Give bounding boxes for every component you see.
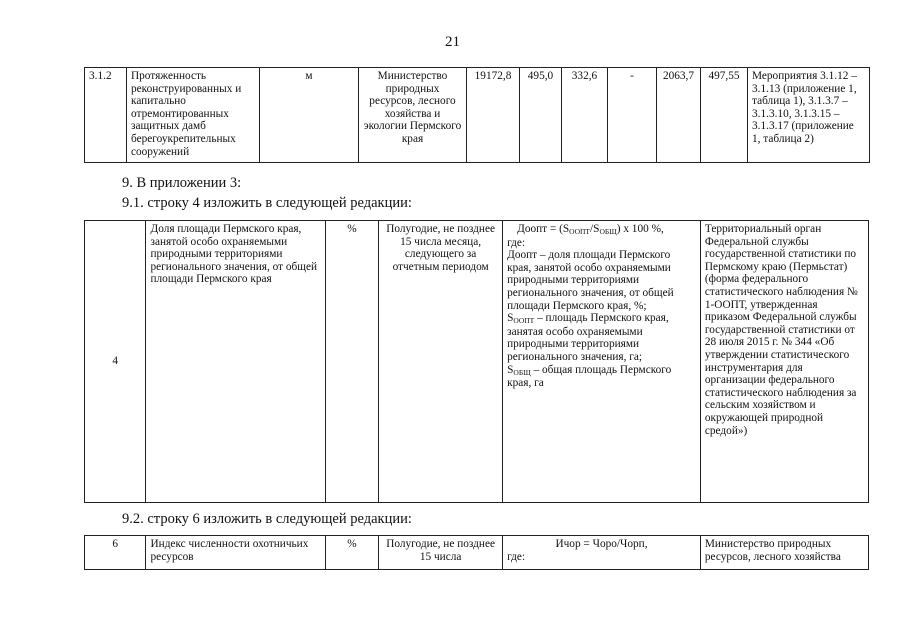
value-4: - xyxy=(608,68,657,163)
unit: % xyxy=(325,536,378,570)
indicator-name: Протяженность реконструированных и капитально отремонтированных защитных дамб берегоукрепительных сооружений xyxy=(127,68,260,163)
indicator-table-row-3-1-2 xyxy=(84,67,870,163)
indicator-table-row-4 xyxy=(84,220,869,503)
heading-9-2: 9.2. строку 6 изложить в следующей редакции: xyxy=(122,511,412,527)
period: Полугодие, не позднее 15 числа xyxy=(379,536,503,570)
value-6: 497,55 xyxy=(701,68,748,163)
calculation-formula xyxy=(503,221,701,503)
data-source: Министерство природных ресурсов, лесного хозяйства xyxy=(700,536,868,570)
calculation-formula xyxy=(503,536,701,570)
formula-definition-3: $S_{ОБЩ}$ – общая площадь Пермского края, га xyxy=(507,363,672,390)
data-source: Территориальный орган Федеральной службы государственной статистики по Пермскому краю (Пермьстат) (форма федерального статистического наблюдения № 1-ООПТ, утвержденная приказом Федеральной службы государственной статистики от 28 июля 2015 г. № 344 «Об утверждении статистического инструментария для организации федерального статистического наблюдения за сельским хозяйством и окружающей природной средой») xyxy=(700,221,868,503)
page-number: 21 xyxy=(445,34,460,50)
unit: % xyxy=(325,221,378,503)
events: Мероприятия 3.1.12 – 3.1.13 (приложение 1, таблица 1), 3.1.3.7 – 3.1.3.10, 3.1.3.15 – 3.1.3.17 (приложение 1, таблица 2) xyxy=(748,68,870,163)
value-1: 19172,8 xyxy=(467,68,520,163)
unit: м xyxy=(260,68,359,163)
row-number: 4 xyxy=(85,221,146,503)
formula-line: Доопт = $(S_{ООПТ}/S_{ОБЩ})$ х 100 %, xyxy=(517,223,664,236)
formula-definition-2: $S_{ООПТ}$ – площадь Пермского края, занятая особо охраняемыми природными территориями регионального значения, га; xyxy=(507,312,669,363)
value-5: 2063,7 xyxy=(657,68,701,163)
heading-9: 9. В приложении 3: xyxy=(122,175,242,191)
formula-line: Ичор = Чоро/Чорп, xyxy=(555,538,648,550)
row-number: 3.1.2 xyxy=(85,68,127,163)
formula-definition-1: Доопт – доля площади Пермского края, занятой особо охраняемыми природными территориями регионального значения, от общей площади Пермского края, %; xyxy=(507,249,674,312)
row-number: 6 xyxy=(85,536,146,570)
period: Полугодие, не позднее 15 числа месяца, следующего за отчетным периодом xyxy=(379,221,503,503)
indicator-table-row-6 xyxy=(84,535,869,570)
value-2: 495,0 xyxy=(520,68,562,163)
responsible: Министерство природных ресурсов, лесного хозяйства и экологии Пермского края xyxy=(359,68,467,163)
heading-9-1: 9.1. строку 4 изложить в следующей редакции: xyxy=(122,195,412,211)
indicator-name: Индекс численности охотничьих ресурсов xyxy=(146,536,325,570)
formula-where: где: xyxy=(507,236,526,249)
value-3: 332,6 xyxy=(562,68,608,163)
indicator-name: Доля площади Пермского края, занятой особо охраняемыми природными территориями регионального значения, от общей площади Пермского края xyxy=(146,221,325,503)
formula-where: где: xyxy=(507,550,526,563)
